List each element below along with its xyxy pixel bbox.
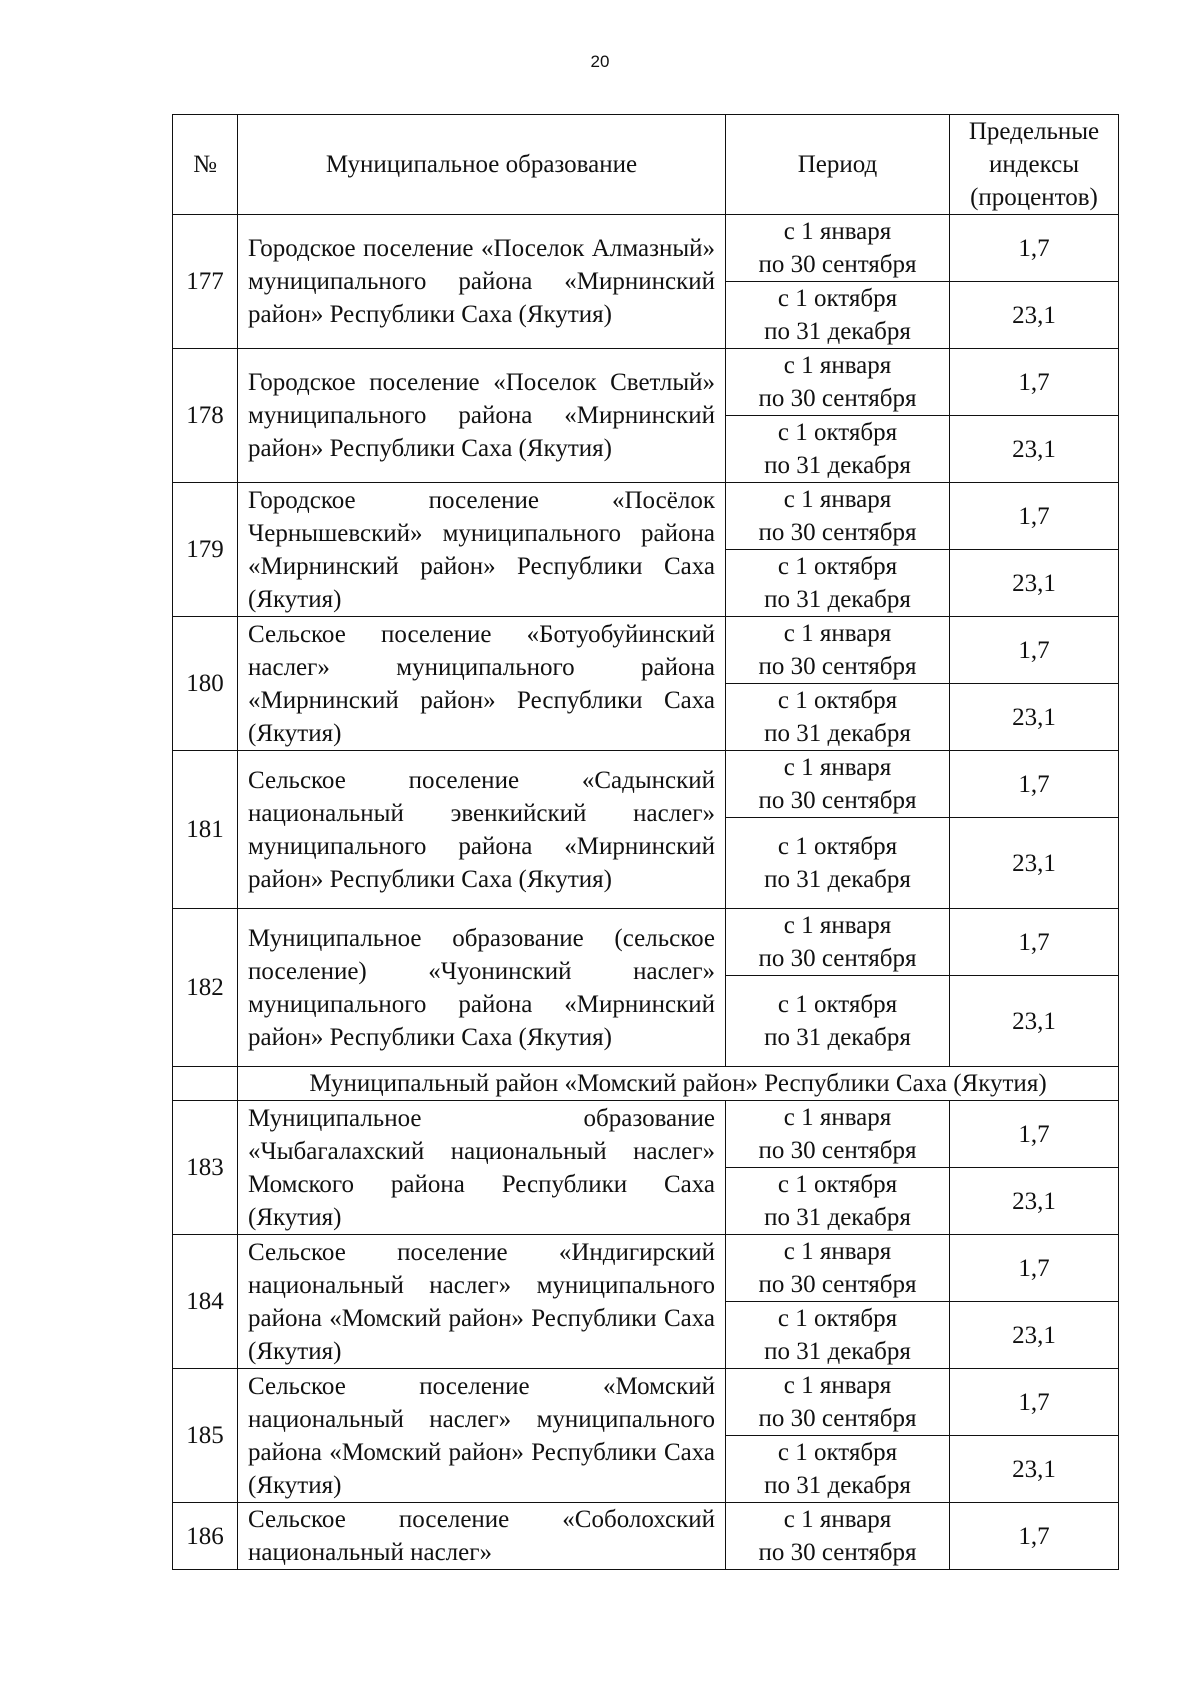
table-row [173,1101,1119,1168]
period-start: с 1 января [783,912,892,939]
period-end: по 31 декабря [764,452,911,479]
period-start: с 1 января [783,486,892,513]
row-number: 182 [173,909,238,1067]
header-municipality: Муниципальное образование [238,115,726,215]
period-start: с 1 октября [777,1439,898,1466]
period-end: по 30 сентября [758,1137,917,1164]
period-start: с 1 января [783,620,892,647]
period-cell [726,617,950,684]
municipality-name: Сельское поселение «Момский национальный наслег» муниципального района «Момский район» Республики Саха (Якутия) [238,1369,726,1503]
row-number: 184 [173,1235,238,1369]
municipality-name: Городское поселение «Посёлок Чернышевский» муниципального района «Мирнинский район» Республики Саха (Якутия) [238,483,726,617]
municipality-name: Сельское поселение «Индигирский национальный наслег» муниципального района «Момский район» Республики Саха (Якутия) [238,1235,726,1369]
municipality-name: Муниципальное образование (сельское поселение) «Чуонинский наслег» муниципального района «Мирнинский район» Республики Саха (Якутия) [238,909,726,1067]
index-value-oct-dec: 23,1 [950,1436,1119,1503]
period-end: по 31 декабря [764,1338,911,1365]
period-end: по 31 декабря [764,1472,911,1499]
table-row [173,751,1119,818]
period-cell [726,416,950,483]
period-start: с 1 января [783,218,892,245]
table-row [173,909,1119,976]
index-value-oct-dec: 23,1 [950,550,1119,617]
period-cell [726,684,950,751]
table-row [173,617,1119,684]
period-end: по 31 декабря [764,866,911,893]
header-index [950,115,1119,215]
period-end: по 31 декабря [764,1204,911,1231]
index-value-jan-sep: 1,7 [950,349,1119,416]
period-cell [726,1235,950,1302]
period-end: по 30 сентября [758,385,917,412]
table-header-row [173,115,1119,215]
period-start: с 1 октября [777,1305,898,1332]
index-value-oct-dec: 23,1 [950,416,1119,483]
period-start: с 1 октября [777,285,898,312]
period-cell [726,349,950,416]
page-number: 20 [590,52,610,71]
period-end: по 31 декабря [764,720,911,747]
period-start: с 1 октября [777,833,898,860]
index-value-jan-sep: 1,7 [950,617,1119,684]
period-start: с 1 января [783,1238,892,1265]
period-start: с 1 января [783,1506,892,1533]
index-value-jan-sep: 1,7 [950,909,1119,976]
municipality-name: Сельское поселение «Садынский национальный эвенкийский наслег» муниципального района «Мирнинский район» Республики Саха (Якутия) [238,751,726,909]
period-end: по 30 сентября [758,1539,917,1566]
index-value-jan-sep: 1,7 [950,1369,1119,1436]
index-value-jan-sep: 1,7 [950,483,1119,550]
period-start: с 1 января [783,352,892,379]
header-index-line2: индексы [989,151,1079,178]
table-row [173,1235,1119,1302]
index-value-oct-dec: 23,1 [950,818,1119,909]
index-value-jan-sep: 1,7 [950,1235,1119,1302]
section-title: Муниципальный район «Момский район» Республики Саха (Якутия) [238,1067,1119,1101]
tariff-index-table [172,114,1119,1570]
period-end: по 30 сентября [758,653,917,680]
index-value-oct-dec: 23,1 [950,1302,1119,1369]
period-end: по 30 сентября [758,251,917,278]
header-period: Период [726,115,950,215]
period-cell [726,818,950,909]
row-number: 177 [173,215,238,349]
period-cell [726,215,950,282]
municipality-name: Сельское поселение «Соболохский национальный наслег» [238,1503,726,1570]
period-start: с 1 октября [777,553,898,580]
period-end: по 31 декабря [764,586,911,613]
municipality-name: Сельское поселение «Ботуобуйинский наслег» муниципального района «Мирнинский район» Республики Саха (Якутия) [238,617,726,751]
period-end: по 31 декабря [764,1024,911,1051]
municipality-name: Городское поселение «Поселок Светлый» муниципального района «Мирнинский район» Республики Саха (Якутия) [238,349,726,483]
period-end: по 30 сентября [758,945,917,972]
period-cell [726,1436,950,1503]
period-cell [726,751,950,818]
index-value-oct-dec: 23,1 [950,976,1119,1067]
period-cell [726,550,950,617]
period-cell [726,976,950,1067]
index-value-oct-dec: 23,1 [950,282,1119,349]
row-number: 179 [173,483,238,617]
period-start: с 1 января [783,1372,892,1399]
period-cell [726,1369,950,1436]
period-cell [726,909,950,976]
period-cell [726,1302,950,1369]
period-cell [726,1101,950,1168]
table-row [173,483,1119,550]
period-cell [726,1503,950,1570]
header-index-line1: Предельные [968,118,1100,145]
row-number: 178 [173,349,238,483]
row-number: 183 [173,1101,238,1235]
row-number: 181 [173,751,238,909]
municipality-name: Муниципальное образование «Чыбагалахский национальный наслег» Момского района Республики Саха (Якутия) [238,1101,726,1235]
municipality-name: Городское поселение «Поселок Алмазный» муниципального района «Мирнинский район» Республики Саха (Якутия) [238,215,726,349]
index-value-jan-sep: 1,7 [950,1503,1119,1570]
section-row [173,1067,1119,1101]
period-start: с 1 января [783,754,892,781]
period-end: по 30 сентября [758,1405,917,1432]
period-end: по 31 декабря [764,318,911,345]
index-value-oct-dec: 23,1 [950,1168,1119,1235]
section-number-cell [173,1067,238,1101]
index-value-oct-dec: 23,1 [950,684,1119,751]
row-number: 186 [173,1503,238,1570]
period-start: с 1 октября [777,687,898,714]
header-index-line3: (процентов) [970,184,1098,211]
index-value-jan-sep: 1,7 [950,215,1119,282]
period-end: по 30 сентября [758,519,917,546]
period-end: по 30 сентября [758,1271,917,1298]
period-cell [726,282,950,349]
row-number: 180 [173,617,238,751]
period-end: по 30 сентября [758,787,917,814]
table-row [173,1503,1119,1570]
period-start: с 1 октября [777,1171,898,1198]
index-value-jan-sep: 1,7 [950,751,1119,818]
period-cell [726,483,950,550]
table-row [173,349,1119,416]
index-value-jan-sep: 1,7 [950,1101,1119,1168]
period-start: с 1 января [783,1104,892,1131]
table-row [173,1369,1119,1436]
header-number: № [173,115,238,215]
table-row [173,215,1119,282]
row-number: 185 [173,1369,238,1503]
period-cell [726,1168,950,1235]
period-start: с 1 октября [777,991,898,1018]
period-start: с 1 октября [777,419,898,446]
